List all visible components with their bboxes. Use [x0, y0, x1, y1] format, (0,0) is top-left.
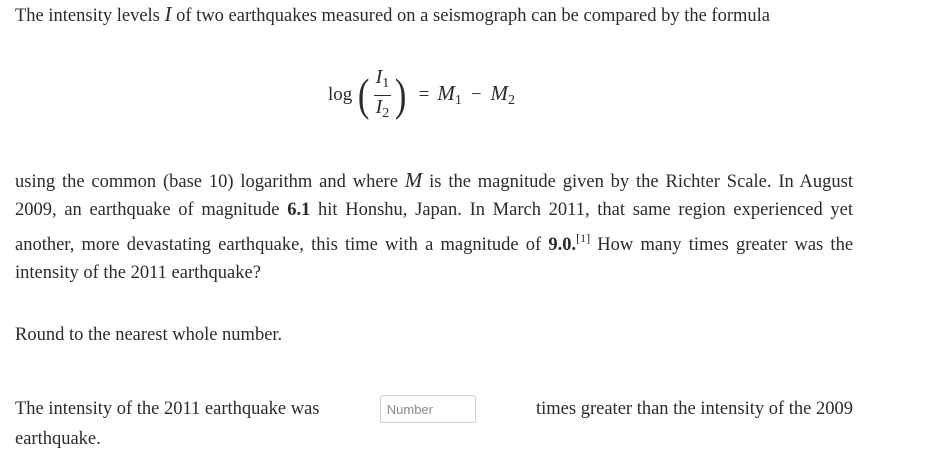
right-paren: ): [395, 69, 407, 120]
answer-text-before: The intensity of the 2011 earthquake was: [15, 399, 320, 419]
magnitude-m1: $M_1$: [437, 81, 462, 108]
magnitude-2009: 6.1: [287, 200, 311, 220]
description-part4: How many times greater was the intensity of the 2011 earthquake?: [15, 235, 854, 283]
answer-text-line2: earthquake.: [15, 429, 101, 449]
description-part3: hit Honshu, Japan. In March 2011, that same region experienced yet another, more devastating earthquake, this time with a magnitude of: [15, 200, 854, 255]
equals-sign: =: [418, 84, 430, 105]
log-label: log: [328, 84, 353, 105]
reference-link[interactable]: [1]: [576, 231, 591, 245]
intro-paragraph: [15, 0, 853, 30]
description-part1: using the common (base 10) logarithm and where: [15, 172, 398, 192]
minus-sign: −: [470, 84, 482, 105]
fraction-denominator: $I_2$: [375, 95, 390, 121]
intro-text-before: The intensity levels: [15, 6, 160, 26]
answer-sentence: [15, 394, 853, 454]
description-part2: is the magnitude given by the Richter Scale. In August 2009, an earthquake of magnitude: [15, 172, 854, 220]
description-paragraph: [15, 166, 853, 287]
richter-formula: [328, 62, 515, 128]
left-paren: (: [358, 69, 370, 120]
rounding-instruction: Round to the nearest whole number.: [15, 325, 283, 345]
magnitude-variable: M: [404, 168, 423, 192]
magnitude-2011: 9.0.: [548, 235, 577, 255]
fraction-numerator: $I_1$: [375, 65, 390, 91]
answer-number-input[interactable]: [380, 395, 476, 423]
answer-text-after: times greater than the intensity of the 2009: [536, 399, 853, 419]
intensity-variable: I: [164, 2, 172, 26]
magnitude-m2: $M_2$: [490, 81, 516, 108]
intro-text-after: of two earthquakes measured on a seismograph can be compared by the formula: [176, 6, 770, 26]
intensity-fraction: [374, 66, 392, 125]
